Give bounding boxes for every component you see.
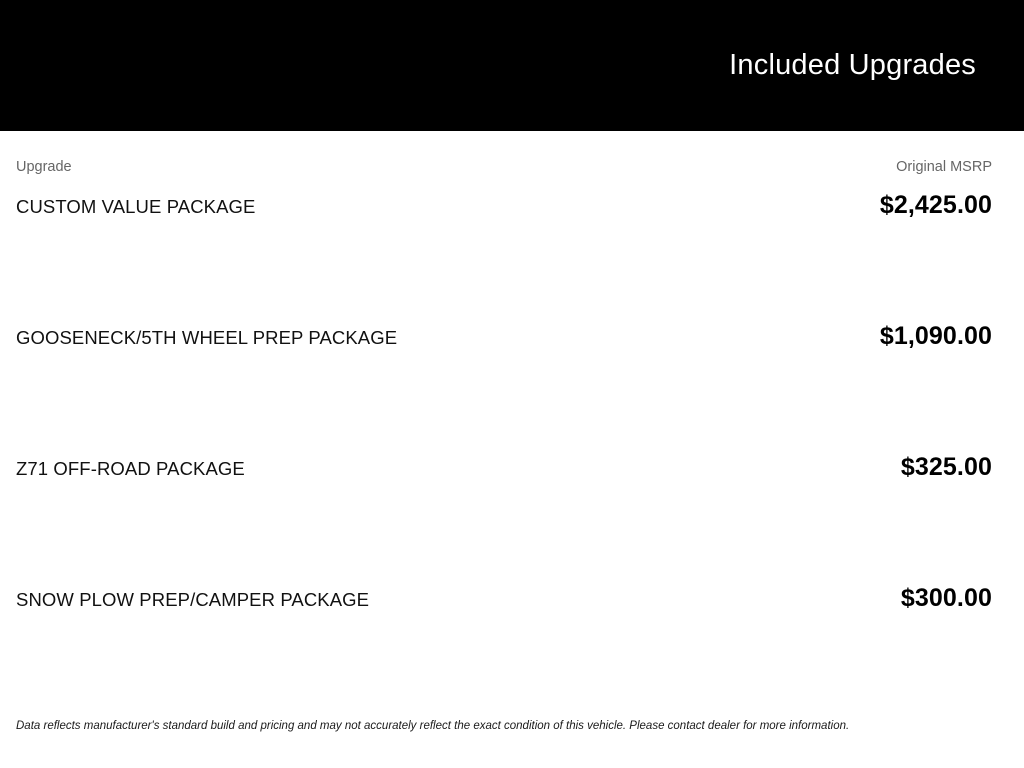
upgrade-price: $325.00 xyxy=(900,453,992,481)
upgrades-list xyxy=(16,191,992,715)
upgrade-name: GOOSENECK/5TH WHEEL PREP PACKAGE xyxy=(16,327,398,348)
table-column-headers xyxy=(16,131,992,175)
upgrades-content xyxy=(0,131,1024,734)
upgrade-name: SNOW PLOW PREP/CAMPER PACKAGE xyxy=(16,589,370,610)
table-row xyxy=(16,322,992,453)
table-row xyxy=(16,191,992,322)
upgrade-price: $2,425.00 xyxy=(879,191,992,219)
upgrade-price: $300.00 xyxy=(900,584,992,612)
table-row xyxy=(16,584,992,715)
upgrade-name: CUSTOM VALUE PACKAGE xyxy=(16,196,256,217)
table-row xyxy=(16,453,992,584)
column-header-msrp: Original MSRP xyxy=(896,159,992,175)
column-header-upgrade: Upgrade xyxy=(16,159,72,175)
page-title: Included Upgrades xyxy=(729,49,976,81)
upgrade-price: $1,090.00 xyxy=(879,322,992,350)
disclaimer-text: Data reflects manufacturer's standard build and pricing and may not accurately reflect the exact condition of this vehicle. Please contact dealer for more information. xyxy=(16,720,850,732)
upgrade-name: Z71 OFF-ROAD PACKAGE xyxy=(16,458,245,479)
page-header xyxy=(0,0,1024,131)
